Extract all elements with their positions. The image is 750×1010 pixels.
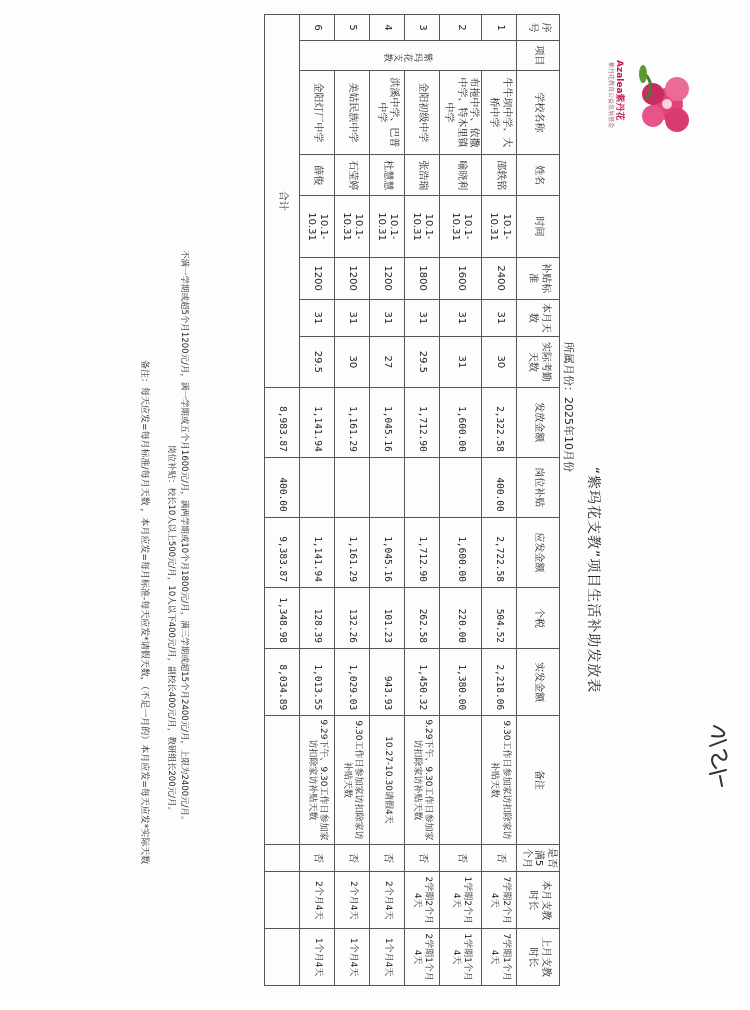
col-header: 备注 — [517, 716, 560, 845]
cell-no: 6 — [300, 15, 335, 41]
cell-school: 牛牛坝中学、大桥中学 — [482, 70, 517, 154]
cell-days: 31 — [335, 299, 370, 337]
footnote-line: 岗位补贴：校长10人以上500元/月，10人以下400元/月，副校长400元/月，教研组长200元/月。 — [166, 445, 177, 815]
cell-school: 美姑民族中学 — [335, 70, 370, 154]
cell-this-month: 2学期2个月4天 — [405, 872, 440, 929]
cell-last-month: 7学期1个月4天 — [482, 929, 517, 986]
cell-standard: 2400 — [482, 257, 517, 299]
col-header: 时间 — [517, 196, 560, 257]
cell-total-label: 合计 — [265, 15, 300, 388]
cell-this-month: 2个月4天 — [300, 872, 335, 929]
cell-amount: 1,600.00 — [440, 387, 483, 457]
logo-subtitle: 紫丹花教育公益发展基金 — [607, 62, 614, 129]
cell-school: 洪溪中学、巴普中学 — [370, 70, 405, 154]
footnote-line: 不满一学期或超5个月1200元/月，满一学期或五个月1600元/月，满两学期或10个月1800元/月，满三学期或超15个月2400元/月，上限为2400元/月。 — [179, 250, 189, 825]
table-row — [300, 15, 335, 986]
cell-note: 9.30工作日参加家访扣除家访补贴天数 — [335, 716, 370, 845]
cell-this-month: 1学期2个月4天 — [440, 872, 483, 929]
col-header: 发放金额 — [517, 387, 560, 457]
table-row — [405, 15, 440, 986]
cell-days: 31 — [440, 299, 483, 337]
cell-name: 石莹婷 — [335, 155, 370, 196]
table-row — [482, 15, 517, 986]
cell-amount: 1,141.94 — [300, 387, 335, 457]
cell-time: 10.1-10.31 — [440, 196, 483, 257]
col-header: 补贴标准 — [517, 257, 560, 299]
cell-payable: 1,161.29 — [335, 517, 370, 587]
col-header: 上月支教时长 — [517, 929, 560, 986]
cell-post — [440, 457, 483, 517]
table-row — [335, 15, 370, 986]
col-header: 学校名称 — [517, 70, 560, 154]
cell-no: 1 — [482, 15, 517, 41]
cell-total-payable: 9,383.87 — [265, 517, 300, 587]
cell-last-month: 1学期1个月4天 — [440, 929, 483, 986]
cell-post — [405, 457, 440, 517]
cell-tax: 128.39 — [300, 587, 335, 648]
cell-post — [300, 457, 335, 517]
cell-net: 1,029.03 — [335, 649, 370, 716]
cell-full5: 否 — [405, 844, 440, 872]
cell-total-net: 8,034.89 — [265, 649, 300, 716]
table-row — [370, 15, 405, 986]
cell-time: 10.1-10.31 — [482, 196, 517, 257]
cell-standard: 1600 — [440, 257, 483, 299]
cell-actual: 29.5 — [405, 337, 440, 387]
cell-name: 张浩瑞 — [405, 155, 440, 196]
cell-net: 943.93 — [370, 649, 405, 716]
cell-post: 400.00 — [482, 457, 517, 517]
col-header: 序号 — [517, 15, 560, 41]
col-header: 应发金额 — [517, 517, 560, 587]
cell-note: 9.30工作日参加家访扣除家访补贴天数 — [482, 716, 517, 845]
azalea-flower-logo — [625, 44, 705, 174]
cell-no: 5 — [335, 15, 370, 41]
table-row — [440, 15, 483, 986]
col-header: 本月天数 — [517, 299, 560, 337]
handwritten-signature — [704, 720, 734, 790]
cell-days: 31 — [300, 299, 335, 337]
cell-payable: 1,712.90 — [405, 517, 440, 587]
cell-amount: 2,322.58 — [482, 387, 517, 457]
cell-school: 金阳灯厂中学 — [300, 70, 335, 154]
cell-note: 10.27-10.30请假4天 — [370, 716, 405, 845]
col-header: 实发金额 — [517, 649, 560, 716]
cell-payable: 1,600.00 — [440, 517, 483, 587]
cell-full5: 否 — [370, 844, 405, 872]
month-label: 所属月份：2025年10月份 — [562, 342, 575, 472]
cell-no: 2 — [440, 15, 483, 41]
cell-full5: 否 — [300, 844, 335, 872]
cell-full5: 否 — [335, 844, 370, 872]
cell-actual: 27 — [370, 337, 405, 387]
cell-name: 喻晓利 — [440, 155, 483, 196]
table-header-row — [517, 15, 560, 986]
cell-actual: 31 — [440, 337, 483, 387]
cell-standard: 1200 — [370, 257, 405, 299]
cell-amount: 1,712.90 — [405, 387, 440, 457]
cell-days: 31 — [405, 299, 440, 337]
cell-time: 10.1-10.31 — [405, 196, 440, 257]
col-header: 项目 — [517, 41, 560, 71]
subsidy-table — [264, 14, 560, 986]
cell-standard: 1800 — [405, 257, 440, 299]
cell-days: 31 — [370, 299, 405, 337]
logo-text: Azalea紫丹花 — [614, 60, 624, 121]
cell-time: 10.1-10.31 — [370, 196, 405, 257]
cell-amount: 1,045.16 — [370, 387, 405, 457]
cell-this-month: 7学期2个月4天 — [482, 872, 517, 929]
cell-school: 金阳初级中学 — [405, 70, 440, 154]
cell-payable: 2,722.58 — [482, 517, 517, 587]
cell-this-month: 2个月4天 — [370, 872, 405, 929]
cell-payable: 1,141.94 — [300, 517, 335, 587]
cell-last-month: 1个月4天 — [335, 929, 370, 986]
cell-note: 9.29下午、9.30工作日参加家访扣除家访补贴天数 — [300, 716, 335, 845]
cell-empty — [265, 929, 300, 986]
cell-actual: 29.5 — [300, 337, 335, 387]
cell-tax: 132.26 — [335, 587, 370, 648]
cell-name: 杜慧慧 — [370, 155, 405, 196]
cell-name: 邵轶铭 — [482, 155, 517, 196]
cell-school: 布拖中学、依撒中学、特木里镇中学 — [440, 70, 483, 154]
cell-payable: 1,045.16 — [370, 517, 405, 587]
cell-net: 2,218.06 — [482, 649, 517, 716]
cell-total-post: 400.00 — [265, 457, 300, 517]
cell-note: 9.29下午、9.30工作日参加家访扣除家访补贴天数 — [405, 716, 440, 845]
cell-net: 1,013.55 — [300, 649, 335, 716]
cell-tax: 220.00 — [440, 587, 483, 648]
col-header: 本月支教时长 — [517, 872, 560, 929]
cell-full5: 否 — [440, 844, 483, 872]
cell-total-amount: 8,983.87 — [265, 387, 300, 457]
cell-tax: 262.58 — [405, 587, 440, 648]
cell-last-month: 2学期1个月4天 — [405, 929, 440, 986]
cell-actual: 30 — [482, 337, 517, 387]
cell-empty — [265, 872, 300, 929]
cell-note — [440, 716, 483, 845]
col-header: 姓名 — [517, 155, 560, 196]
cell-no: 4 — [370, 15, 405, 41]
cell-amount: 1,161.29 — [335, 387, 370, 457]
cell-last-month: 1个月4天 — [300, 929, 335, 986]
cell-post — [335, 457, 370, 517]
table-total-row — [265, 15, 300, 986]
cell-time: 10.1-10.31 — [335, 196, 370, 257]
cell-project: 紫玛花支教 — [300, 41, 518, 71]
cell-total-tax: 1,348.98 — [265, 587, 300, 648]
cell-standard: 1200 — [300, 257, 335, 299]
col-header: 个税 — [517, 587, 560, 648]
cell-empty — [265, 844, 300, 872]
cell-empty — [265, 716, 300, 845]
cell-last-month: 1个月4天 — [370, 929, 405, 986]
footnote-formula: 备注：每天应发=每月标准/每月天数 ，本月应发=每月标准-每天应发*请假天数，（不足一月的）本月应发=每天应发*实际天数 — [139, 360, 149, 865]
cell-tax: 101.23 — [370, 587, 405, 648]
col-header: 岗位补贴 — [517, 457, 560, 517]
col-header: 实际考勤天数 — [517, 337, 560, 387]
document-title: “紫玛花支教”项目生活补助发放表 — [585, 466, 601, 694]
cell-standard: 1200 — [335, 257, 370, 299]
col-header: 是否满5个月 — [517, 844, 560, 872]
cell-name: 薛俊 — [300, 155, 335, 196]
cell-actual: 30 — [335, 337, 370, 387]
cell-full5: 否 — [482, 844, 517, 872]
cell-time: 10.1-10.31 — [300, 196, 335, 257]
footnote-standards — [165, 250, 191, 1010]
cell-post — [370, 457, 405, 517]
cell-net: 1,380.00 — [440, 649, 483, 716]
cell-days: 31 — [482, 299, 517, 337]
cell-this-month: 2个月4天 — [335, 872, 370, 929]
table-body — [265, 15, 518, 986]
cell-tax: 504.52 — [482, 587, 517, 648]
cell-no: 3 — [405, 15, 440, 41]
cell-net: 1,450.32 — [405, 649, 440, 716]
